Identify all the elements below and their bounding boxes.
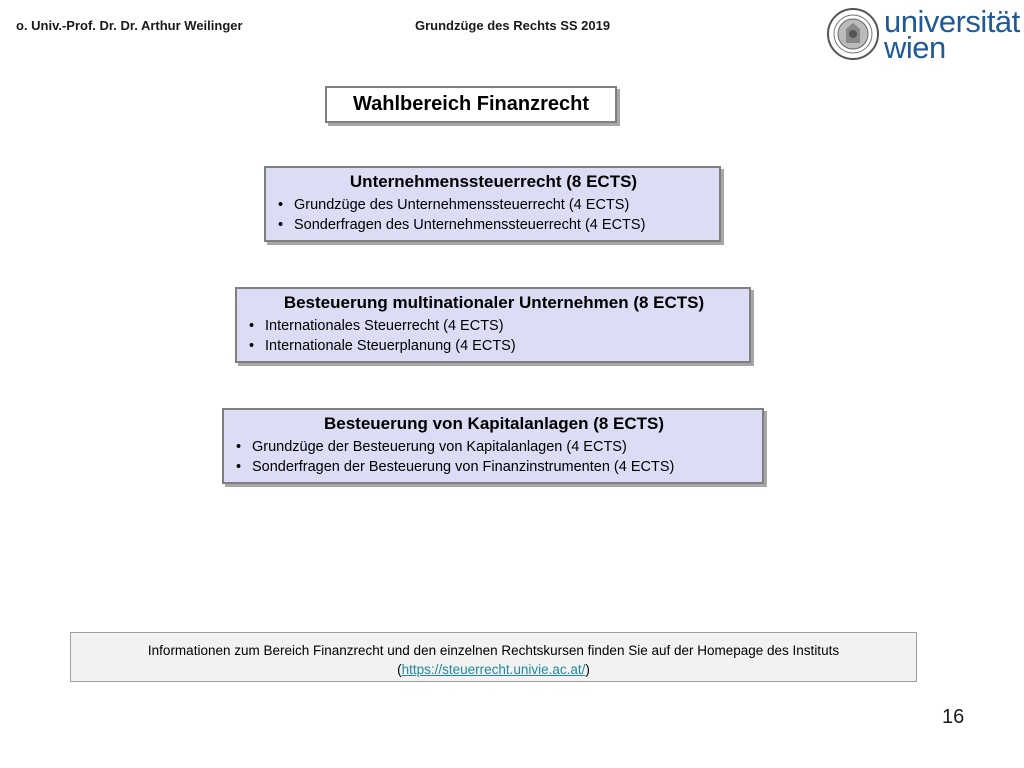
module-list	[247, 316, 741, 356]
university-seal-icon	[826, 7, 880, 61]
module-list	[234, 437, 754, 477]
module-heading: Besteuerung von Kapitalanlagen (8 ECTS)	[323, 414, 665, 433]
page-title: Wahlbereich Finanzrecht	[325, 86, 617, 123]
info-text: Informationen zum Bereich Finanzrecht und den einzelnen Rechtskursen finden Sie auf der Homepage des Instituts	[147, 643, 840, 658]
module-heading: Besteuerung multinationaler Unternehmen (8 ECTS)	[283, 293, 705, 312]
header-author: o. Univ.-Prof. Dr. Dr. Arthur Weilinger	[16, 18, 243, 33]
module-list	[276, 195, 711, 235]
list-item: • Sonderfragen des Unternehmenssteuerrecht (4 ECTS)	[276, 215, 711, 235]
list-item: • Internationales Steuerrecht (4 ECTS)	[247, 316, 741, 336]
list-item: • Grundzüge des Unternehmenssteuerrecht (4 ECTS)	[276, 195, 711, 215]
link-open-paren: (	[397, 662, 402, 677]
logo-line-2: wien	[884, 30, 946, 65]
logo-line-1: universität	[884, 4, 1020, 39]
institute-homepage-link[interactable]: https://steuerrecht.univie.ac.at/	[401, 662, 586, 677]
module-box-3	[222, 408, 764, 484]
list-item: • Grundzüge der Besteuerung von Kapitalanlagen (4 ECTS)	[234, 437, 754, 457]
university-logo	[826, 4, 1020, 67]
list-item: • Sonderfragen der Besteuerung von Finanzinstrumenten (4 ECTS)	[234, 457, 754, 477]
list-item: • Internationale Steuerplanung (4 ECTS)	[247, 336, 741, 356]
link-close-paren: )	[585, 662, 590, 677]
module-heading: Unternehmenssteuerrecht (8 ECTS)	[349, 172, 638, 191]
header-course: Grundzüge des Rechts SS 2019	[415, 18, 611, 33]
page-number: 16	[942, 706, 965, 728]
info-link-line	[71, 660, 916, 679]
module-box-2	[235, 287, 751, 363]
module-box-1	[264, 166, 721, 242]
info-box	[70, 632, 917, 682]
